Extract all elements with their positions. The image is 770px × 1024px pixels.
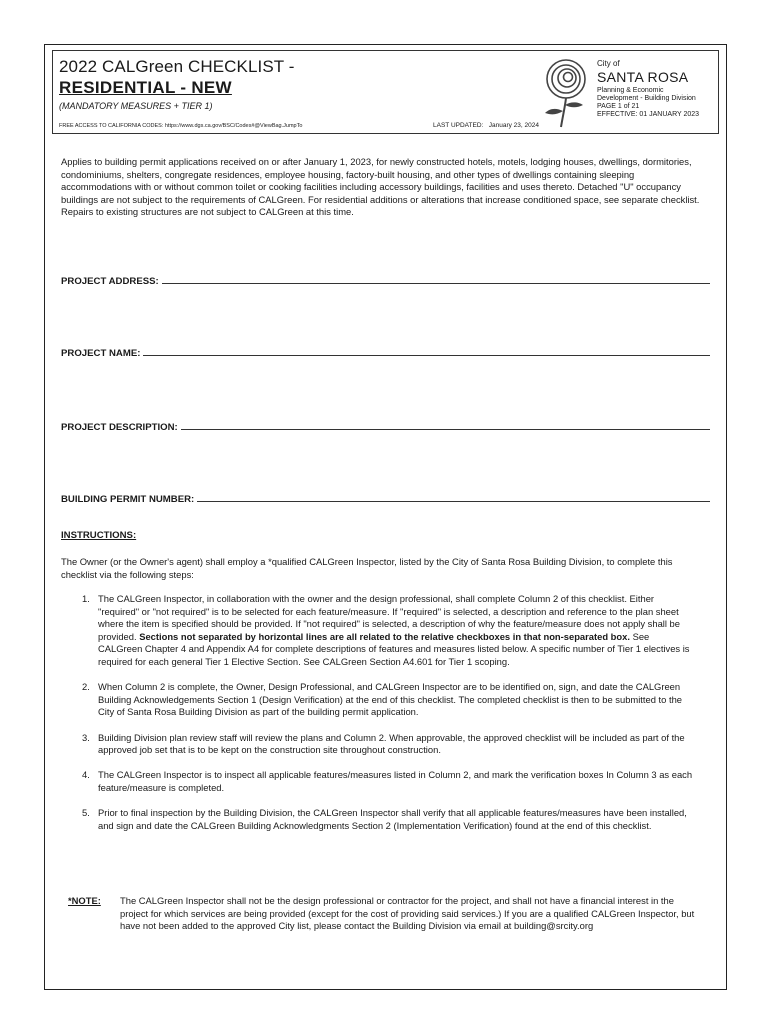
project-address-field[interactable]	[61, 274, 710, 287]
city-of: City of	[597, 59, 620, 68]
instruction-step	[82, 732, 694, 757]
effective-date: EFFECTIVE: 01 JANUARY 2023	[597, 111, 700, 119]
step-number: 4.	[82, 769, 90, 781]
instructions-heading: INSTRUCTIONS:	[61, 530, 137, 541]
note-text: The CALGreen Inspector shall not be the design professional or contractor for the project, and shall not have a financial interest in the project for which services are being provided (except for the cost of providing said services.) If you are a qualified CALGreen Inspector, but have not been added to the approved City list, please contact the Building Division via email at building@srcity.org	[120, 895, 695, 932]
project-description-field[interactable]	[61, 420, 710, 433]
step-number: 5.	[82, 807, 90, 819]
department-line-1: Planning & Economic	[597, 87, 664, 95]
project-name-line[interactable]	[143, 346, 710, 356]
step-text: The CALGreen Inspector, in collaboration with the owner and the design professional, shall complete Column 2 of this checklist. Either "required" or "not required" is to be selected for each feature/measure. If "required" is selected, a description and reference to the plan sheet where the item is specified should be provided. If "not required" is selected, a description of why the feature/measure does not apply shall be provided.	[98, 593, 680, 642]
project-description-label: PROJECT DESCRIPTION:	[61, 422, 178, 433]
project-address-line[interactable]	[162, 274, 710, 284]
santa-rosa-logo-icon	[541, 55, 589, 129]
project-name-field[interactable]	[61, 346, 710, 359]
document-header	[52, 50, 719, 134]
instructions-paragraph: The Owner (or the Owner's agent) shall employ a *qualified CALGreen Inspector, listed by the City of Santa Rosa Building Division, to complete this checklist via the following steps:	[61, 556, 673, 580]
instruction-step	[82, 769, 694, 794]
intro-paragraph: Applies to building permit applications received on or after January 1, 2023, for newly constructed hotels, motels, lodging houses, dwellings, dormitories, condominiums, shelters, congregate residences, employee housing, factory-built housing, and other types of dwellings containing sleeping accommodations with or without common toilet or cooking facilities including accessory buildings, facilities and uses thereto. Detached "U" occupancy buildings are not subject to the requirements of CALGreen. For residential additions or alterations that increase conditioned space, see separate checklist. Repairs to existing structures are not subject to CALGreen at this time.	[61, 156, 700, 218]
subtitle: (MANDATORY MEASURES + TIER 1)	[59, 101, 213, 111]
instruction-steps	[82, 593, 694, 845]
building-permit-number-field[interactable]	[61, 492, 710, 505]
title-line-2: RESIDENTIAL - NEW	[59, 78, 232, 97]
title-line-1: 2022 CALGreen CHECKLIST -	[59, 57, 295, 76]
project-name-label: PROJECT NAME:	[61, 348, 141, 359]
step-text: The CALGreen Inspector is to inspect all applicable features/measures listed in Column 2, and mark the verification boxes In Column 3 as each feature/measure is completed.	[98, 769, 693, 793]
note-label: *NOTE:	[68, 895, 101, 906]
last-updated-label: LAST UPDATED:	[433, 122, 484, 129]
department-line-2: Development - Building Division	[597, 95, 696, 103]
building-permit-number-label: BUILDING PERMIT NUMBER:	[61, 494, 195, 505]
step-text-continued: See CALGreen Chapter 4 and Appendix A4 for complete descriptions of features and measures listed below. A specific number of Tier 1 electives is required for each general Tier 1 Elective Section. See CALGreen Section A4.601 for Tier 1 scoping.	[98, 630, 690, 667]
city-name: SANTA ROSA	[597, 69, 689, 86]
step-number: 3.	[82, 731, 90, 743]
step-text: Building Division plan review staff will review the plans and Column 2. When approvable, the approved checklist will be included as part of the approved job set that is to be kept on the construction site throughout construction.	[98, 731, 685, 756]
note-block	[68, 895, 698, 933]
instruction-step	[82, 593, 694, 669]
instruction-step	[82, 807, 694, 832]
project-description-line[interactable]	[181, 420, 710, 430]
step-text: When Column 2 is complete, the Owner, Design Professional, and CALGreen Inspector are to be identified on, sign, and date the CALGreen Building Acknowledgements Section 1 (Design Verification) at the end of this checklist. The completed checklist is then to be submitted to the City of Santa Rosa Building Division as part of the building permit application.	[98, 681, 682, 718]
step-text-bold: Sections not separated by horizontal lines are all related to the relative checkboxes in that non-separated box.	[139, 630, 630, 642]
last-updated	[433, 122, 539, 129]
last-updated-value: January 23, 2024	[488, 122, 539, 129]
step-text: Prior to final inspection by the Building Division, the CALGreen Inspector shall verify that all applicable features/measures have been installed, and sign and date the CALGreen Building Acknowledgments Section 2 (Implementation Verification) found at the end of this checklist.	[98, 807, 687, 831]
page-number: PAGE 1 of 21	[597, 103, 640, 111]
step-number: 2.	[82, 681, 90, 693]
instruction-step	[82, 681, 694, 719]
free-access-link[interactable]: FREE ACCESS TO CALIFORNIA CODES: https://www.dgs.ca.gov/BSC/Codes#@ViewBag.JumpTo	[59, 123, 303, 129]
building-permit-number-line[interactable]	[197, 492, 710, 502]
step-number: 1.	[82, 593, 90, 604]
project-address-label: PROJECT ADDRESS:	[61, 276, 159, 287]
city-block	[597, 59, 699, 119]
